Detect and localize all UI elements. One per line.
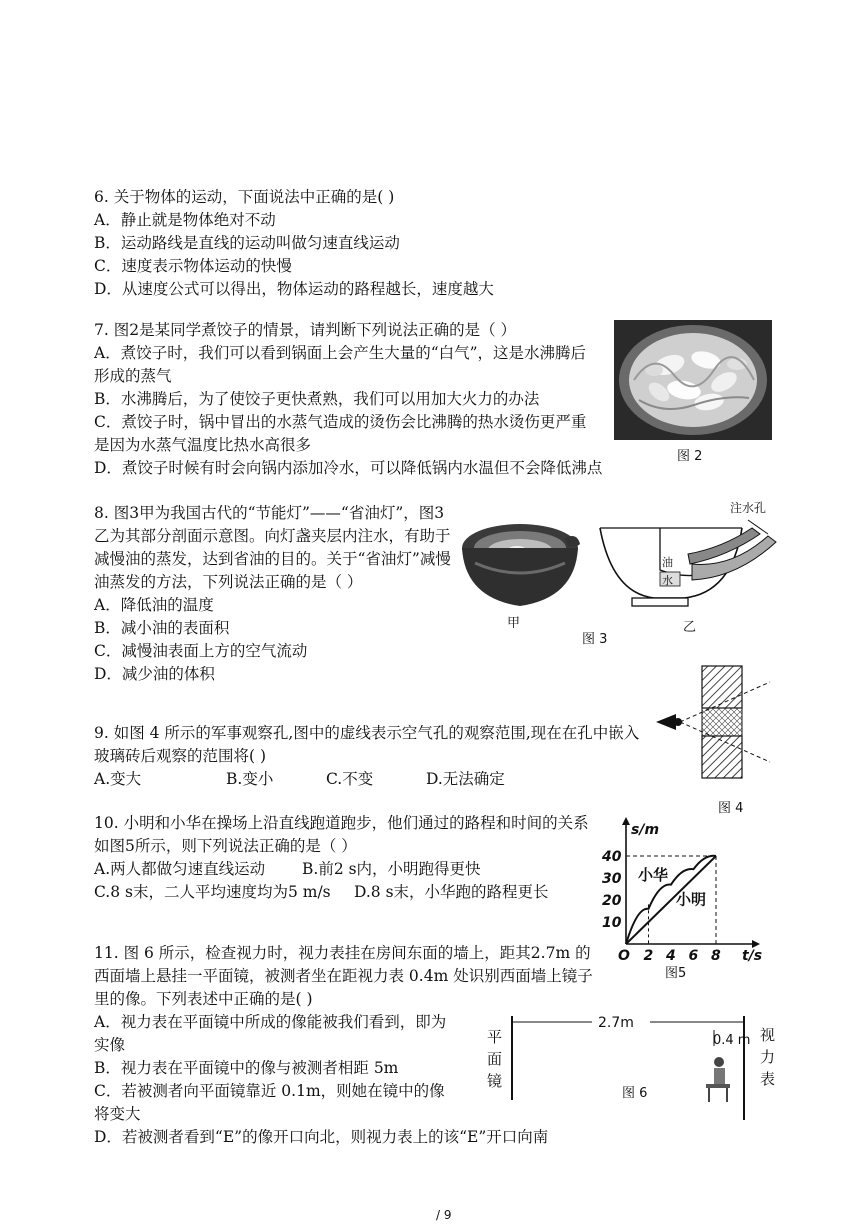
series-label-xiaoming: 小明 [676,890,707,909]
figure-3-diagram [592,498,782,618]
origin-label: O [618,948,630,964]
figure-3-label-jia: 甲 [507,616,521,631]
eye-chart-label: 视力表 [760,1026,776,1088]
option-d: D.8 s末，小华跑的路程更长 [354,883,549,901]
option-b: B．视力表在平面镜中的像与被测者相距 5m [94,1059,399,1077]
option-a: A．静止就是物体绝对不动 [94,211,276,229]
option-b: B．水沸腾后，为了使饺子更快煮熟，我们可以用加大火力的办法 [94,390,540,408]
option-c: C．减慢油表面上方的空气流动 [94,642,308,660]
figure-3-caption: 图 3 [582,632,608,647]
option-a: A．煮饺子时，我们可以看到锅面上会产生大量的“白气”，这是水沸腾后形成的蒸气 [94,344,587,385]
page-number: / 9 [436,1208,452,1222]
question-stem: 6. 关于物体的运动，下面说法中正确的是( ) [94,188,395,206]
x-tick-label: 6 [688,948,699,964]
y-axis-arrow [622,817,630,825]
option-d: D.无法确定 [426,770,505,788]
y-tick-label: 30 [602,871,622,887]
option-c: C．煮饺子时，锅中冒出的水蒸气造成的烫伤会比沸腾的热水烫伤更严重是因为水蒸气温度比热水高很多 [94,413,587,454]
option-d: D．若被测者看到“E”的像开口向北，则视力表上的该“E”开口向南 [94,1128,549,1146]
figure-2-photo [614,320,772,440]
question-stem: 8. 图3甲为我国古代的“节能灯”——“省油灯”，图3乙为其部分剖面示意图。向灯盏夹层内注水，有助于减慢油的蒸发，达到省油的目的。关于“省油灯”减慢油蒸发的方法，下列说法正确的是（ ） [94,504,451,591]
option-c: C.8 s末，二人平均速度均为5 m/s [94,883,331,901]
option-d: D．减少油的体积 [94,665,215,683]
figure-6-caption: 图 6 [622,1086,648,1101]
option-a: A．视力表在平面镜中所成的像能被我们看到，即为实像 [94,1013,447,1054]
x-axis-label: t/s [742,948,763,964]
figure-5-caption: 图5 [665,966,687,981]
question-6 [94,186,494,301]
near-distance-label: 0.4 m [713,1033,751,1048]
label-injection-hole: 注水孔 [730,501,767,515]
question-8 [94,502,454,686]
option-b: B．减小油的表面积 [94,619,230,637]
figure-2-caption: 图 2 [677,449,703,464]
question-9 [94,722,644,791]
question-7 [94,319,602,480]
question-stem: 11. 图 6 所示，检查视力时，视力表挂在房间东面的墙上，距其2.7m 的西面墙上悬挂一平面镜，被测者坐在距视力表 0.4m 处识别西面墙上镜子里的像。下列表述中正确的是( ) [94,944,593,1008]
option-a: A.两人都做匀速直线运动 [94,860,266,878]
question-10 [94,812,594,904]
eye-icon [656,714,676,730]
y-axis-label: s/m [631,822,660,838]
x-tick-label: 2 [643,948,654,964]
figure-6-diagram [480,1010,780,1130]
option-b: B.变小 [226,770,274,788]
figure-4-caption: 图 4 [718,801,744,816]
label-water: 水 [662,574,673,587]
option-b: B.前2 s内，小明跑得更快 [302,860,481,878]
y-tick-label: 40 [602,849,622,865]
figure-5-chart [596,812,766,974]
label-oil: 油 [662,556,673,569]
x-tick-label: 8 [711,948,721,964]
y-tick-label: 10 [602,915,622,931]
mirror-label: 平面镜 [487,1028,503,1090]
option-a: A.变大 [94,770,142,788]
option-c: C．速度表示物体运动的快慢 [94,257,292,275]
option-b: B．运动路线是直线的运动叫做匀速直线运动 [94,234,400,252]
x-tick-label: 4 [666,948,676,964]
option-d: D．煮饺子时候有时会向锅内添加冷水，可以降低锅内水温但不会降低沸点 [94,459,603,477]
question-stem: 7. 图2是某同学煮饺子的情景，请判断下列说法正确的是（ ） [94,321,517,339]
option-d: D．从速度公式可以得出，物体运动的路程越长，速度越大 [94,280,494,298]
x-axis-arrow [752,940,760,948]
option-c: C.不变 [326,770,374,788]
option-a: A．降低油的温度 [94,596,214,614]
figure-3-label-yi: 乙 [683,620,697,635]
series-label-xiaohua: 小华 [638,866,669,885]
distance-label: 2.7m [598,1015,634,1031]
figure-4-diagram [650,664,775,789]
question-stem: 9. 如图 4 所示的军事观察孔,图中的虚线表示空气孔的观察范围,现在在孔中嵌入玻璃砖后观察的范围将( ) [94,724,640,765]
question-stem: 10. 小明和小华在操场上沿直线跑道跑步，他们通过的路程和时间的关系如图5所示，则下列说法正确的是（ ） [94,814,589,855]
option-c: C．若被测者向平面镜靠近 0.1m，则她在镜中的像将变大 [94,1082,445,1123]
y-tick-label: 20 [602,893,622,909]
figure-3-photo [455,508,585,613]
